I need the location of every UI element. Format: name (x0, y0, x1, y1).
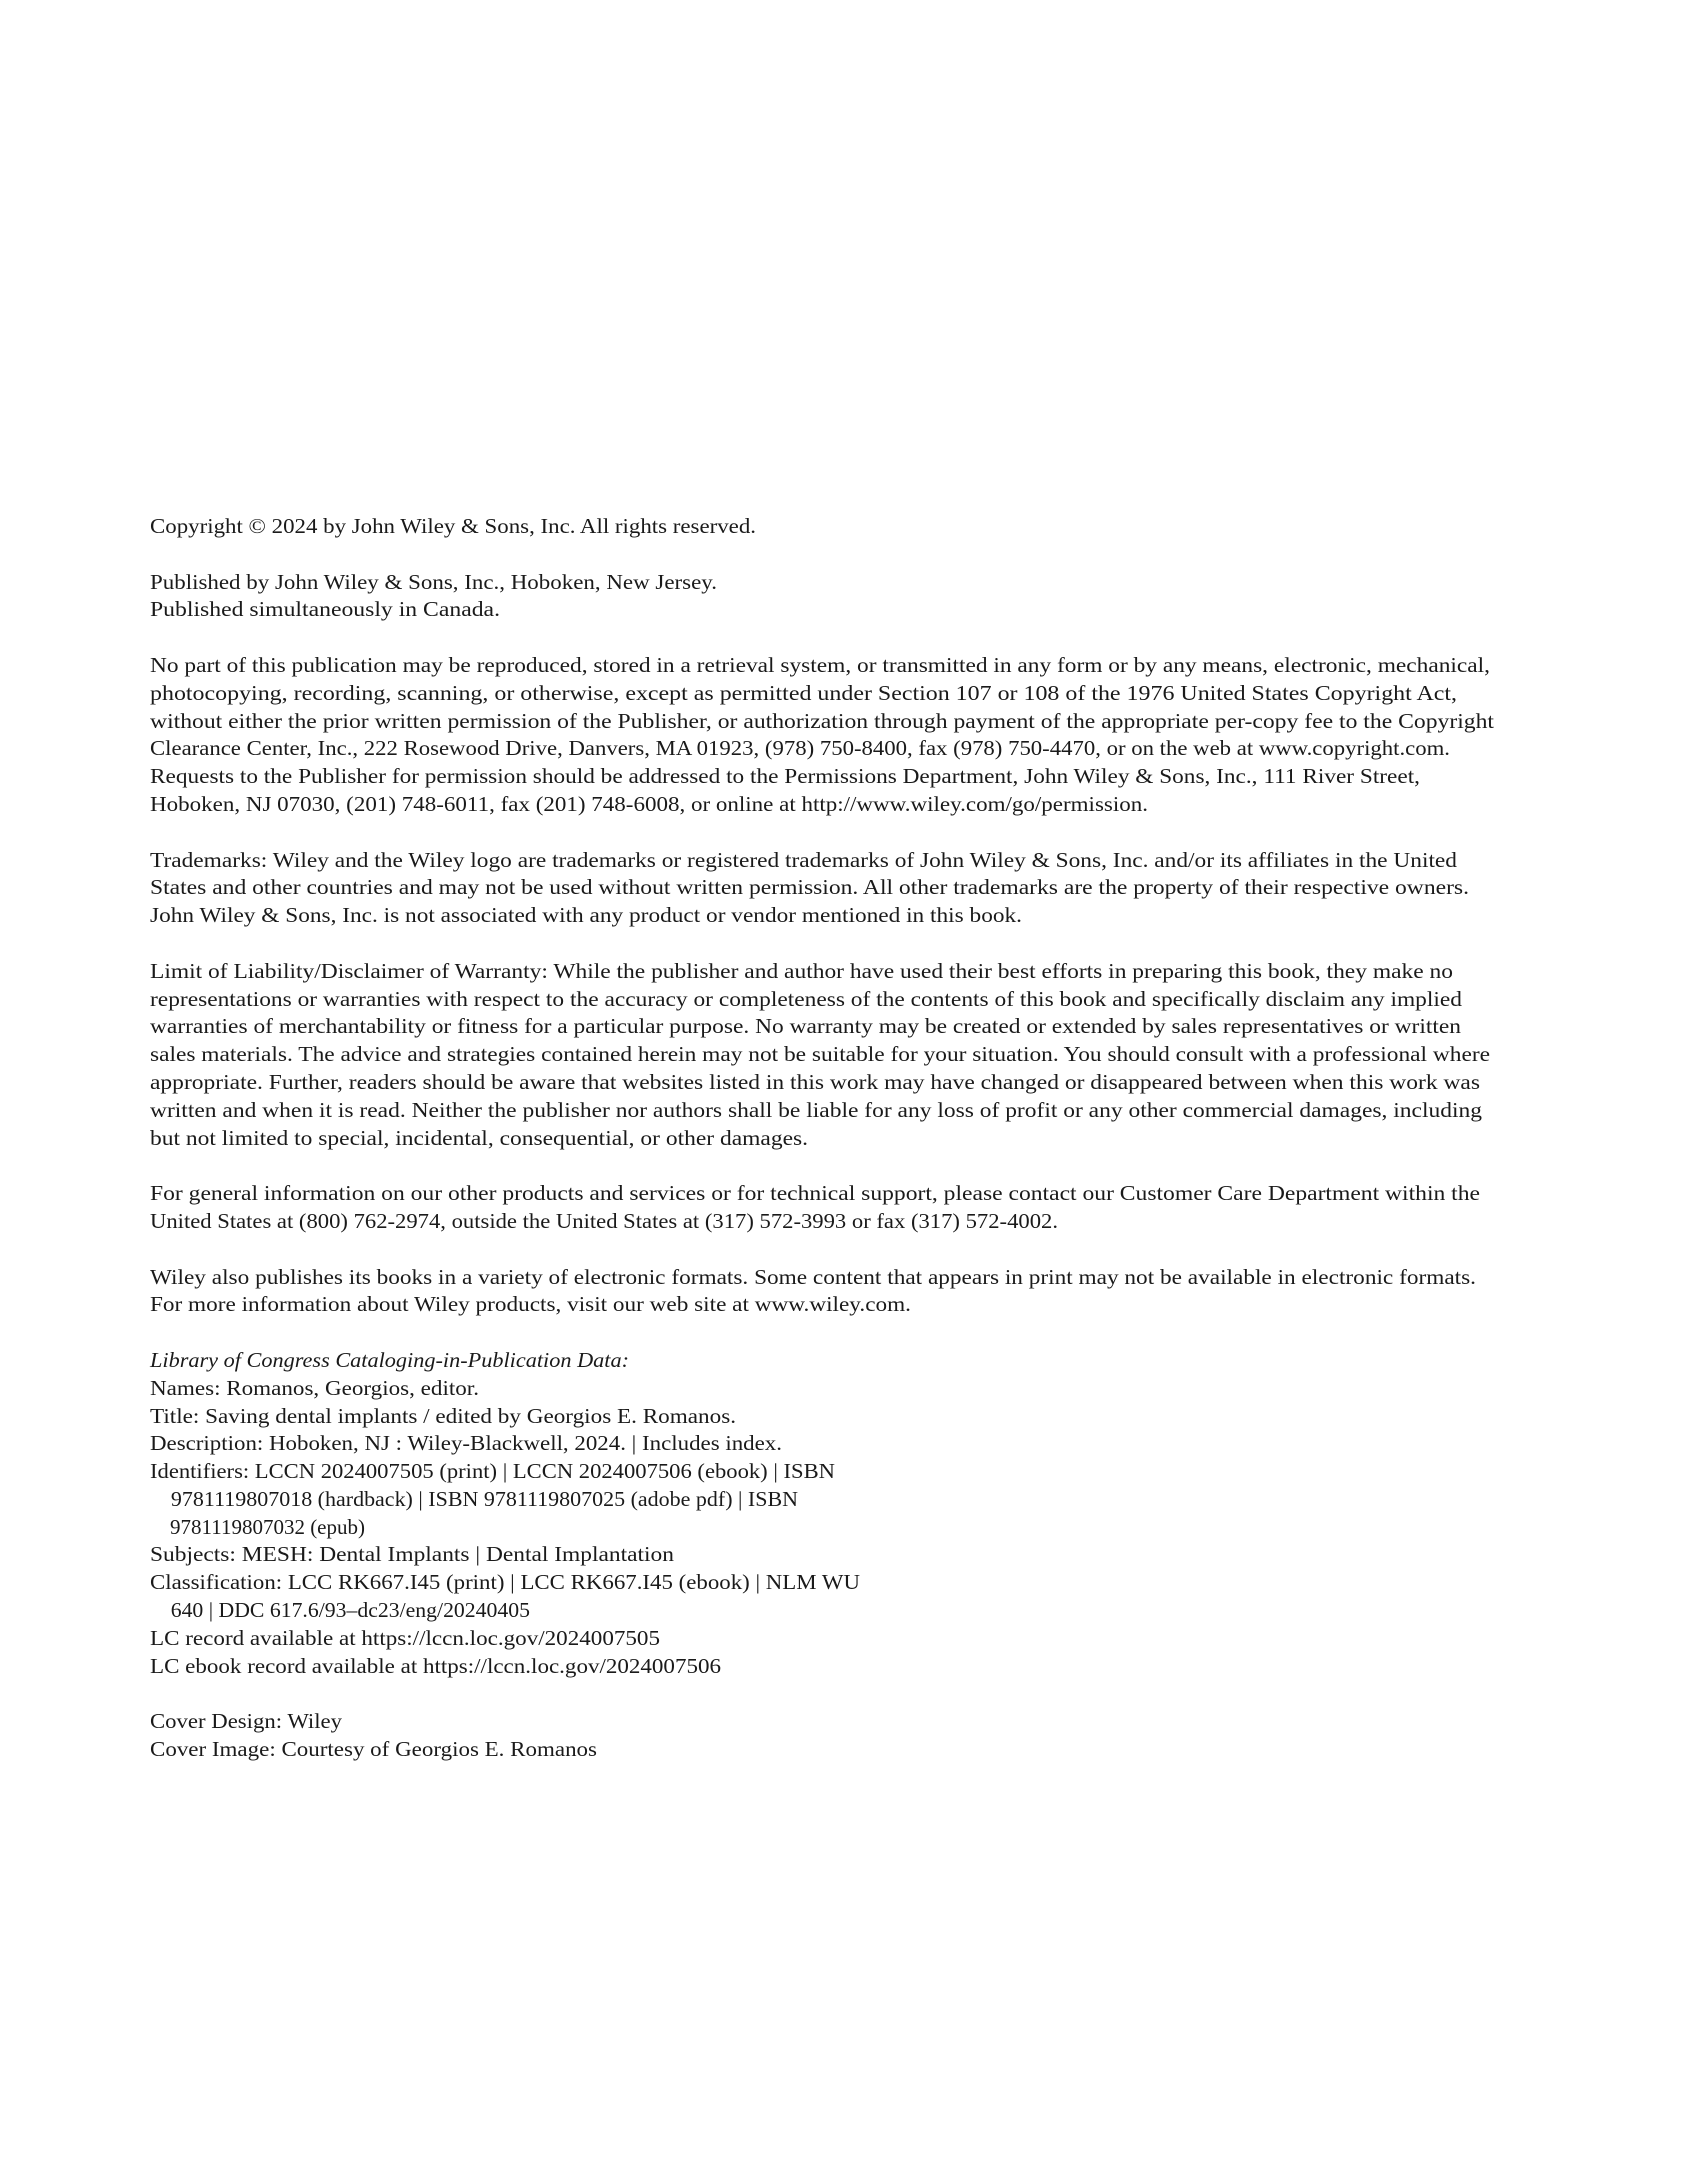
cip-identifiers-cont: 9781119807032 (epub) (170, 1514, 365, 1539)
formats-paragraph (150, 1264, 1550, 1320)
spacer (150, 819, 1550, 847)
spacer (150, 1319, 1550, 1347)
permissions-line: photocopying, recording, scanning, or otherwise, except as permitted under Section 107 or 108 of the 1976 United States Copyright Act, (150, 680, 1457, 705)
liability-line: warranties of merchantability or fitness for a particular purpose. No warranty may be created or extended by sales representatives or written (150, 1014, 1461, 1039)
liability-line: appropriate. Further, readers should be aware that websites listed in this work may have changed or disappeared between when this work was (150, 1069, 1480, 1094)
cip-classification: Classification: LCC RK667.I45 (print) | LCC RK667.I45 (ebook) | NLM WU (150, 1570, 860, 1595)
permissions-line: No part of this publication may be reproduced, stored in a retrieval system, or transmitted in any form or by any means, electronic, mechanical, (150, 652, 1490, 677)
cip-heading: Library of Congress Cataloging-in-Publication Data: (150, 1347, 629, 1372)
cover-credits (150, 1708, 1550, 1764)
liability-line: representations or warranties with respect to the accuracy or completeness of the contents of this book and specifically disclaim any implied (150, 986, 1462, 1011)
formats-line: For more information about Wiley products, visit our web site at www.wiley.com. (150, 1292, 911, 1317)
permissions-line: Requests to the Publisher for permission should be addressed to the Permissions Department, John Wiley & Sons, Inc., 111 River Street, (150, 764, 1420, 789)
cip-lc-record: LC record available at https://lccn.loc.gov/2024007505 (150, 1625, 660, 1650)
liability-line: but not limited to special, incidental, consequential, or other damages. (150, 1125, 809, 1150)
cip-block (150, 1347, 1550, 1681)
support-paragraph (150, 1180, 1550, 1236)
spacer (150, 930, 1550, 958)
trademarks-line: John Wiley & Sons, Inc. is not associated with any product or vendor mentioned in this book. (150, 903, 1022, 928)
cip-identifiers: Identifiers: LCCN 2024007505 (print) | LCCN 2024007506 (ebook) | ISBN (150, 1459, 835, 1484)
cip-description: Description: Hoboken, NJ : Wiley-Blackwell, 2024. | Includes index. (150, 1431, 782, 1456)
cip-names: Names: Romanos, Georgios, editor. (150, 1375, 479, 1400)
copyright-notice: Copyright © 2024 by John Wiley & Sons, Inc. All rights reserved. (150, 514, 756, 538)
publication-block (150, 569, 1550, 625)
liability-paragraph (150, 958, 1550, 1153)
cover-image-credit: Cover Image: Courtesy of Georgios E. Romanos (150, 1737, 597, 1762)
liability-line: written and when it is read. Neither the publisher nor authors shall be liable for any loss of profit or any other commercial damages, including (150, 1097, 1482, 1122)
permissions-line: Hoboken, NJ 07030, (201) 748-6011, fax (201) 748-6008, or online at http://www.wiley.com/go/permission. (150, 791, 1148, 816)
copyright-page (150, 513, 1550, 1764)
cip-classification-cont: 640 | DDC 617.6/93–dc23/eng/20240405 (170, 1598, 530, 1623)
cip-subjects: Subjects: MESH: Dental Implants | Dental Implantation (150, 1542, 674, 1567)
spacer (150, 1152, 1550, 1180)
trademarks-paragraph (150, 847, 1550, 930)
trademarks-line: States and other countries and may not be used without written permission. All other trademarks are the property of their respective owners. (150, 875, 1469, 900)
cip-lc-ebook-record: LC ebook record available at https://lccn.loc.gov/2024007506 (150, 1653, 721, 1678)
support-line: For general information on our other products and services or for technical support, please contact our Customer Care Department within the (150, 1181, 1480, 1206)
liability-line: sales materials. The advice and strategies contained herein may not be suitable for your situation. You should consult with a professional where (150, 1042, 1490, 1067)
spacer (150, 1680, 1550, 1708)
spacer (150, 624, 1550, 652)
permissions-paragraph (150, 652, 1550, 819)
permissions-line: without either the prior written permission of the Publisher, or authorization through payment of the appropriate per-copy fee to the Copyright (150, 708, 1494, 733)
cip-title: Title: Saving dental implants / edited by Georgios E. Romanos. (150, 1403, 736, 1428)
spacer (150, 541, 1550, 569)
support-line: United States at (800) 762-2974, outside the United States at (317) 572-3993 or fax (317) 572-4002. (150, 1208, 1058, 1233)
trademarks-line: Trademarks: Wiley and the Wiley logo are trademarks or registered trademarks of John Wiley & Sons, Inc. and/or its affiliates in the United (150, 847, 1457, 872)
published-simultaneously: Published simultaneously in Canada. (150, 597, 500, 622)
published-by: Published by John Wiley & Sons, Inc., Hoboken, New Jersey. (150, 569, 717, 594)
formats-line: Wiley also publishes its books in a variety of electronic formats. Some content that appears in print may not be available in electronic formats. (150, 1264, 1476, 1289)
cover-design-credit: Cover Design: Wiley (150, 1709, 342, 1734)
cip-identifiers-cont: 9781119807018 (hardback) | ISBN 9781119807025 (adobe pdf) | ISBN (170, 1486, 798, 1511)
spacer (150, 1236, 1550, 1264)
permissions-line: Clearance Center, Inc., 222 Rosewood Drive, Danvers, MA 01923, (978) 750-8400, fax (978) 750-4470, or on the web at www.copyright.com. (150, 736, 1450, 761)
liability-line: Limit of Liability/Disclaimer of Warranty: While the publisher and author have used their best efforts in preparing this book, they make no (150, 958, 1453, 983)
